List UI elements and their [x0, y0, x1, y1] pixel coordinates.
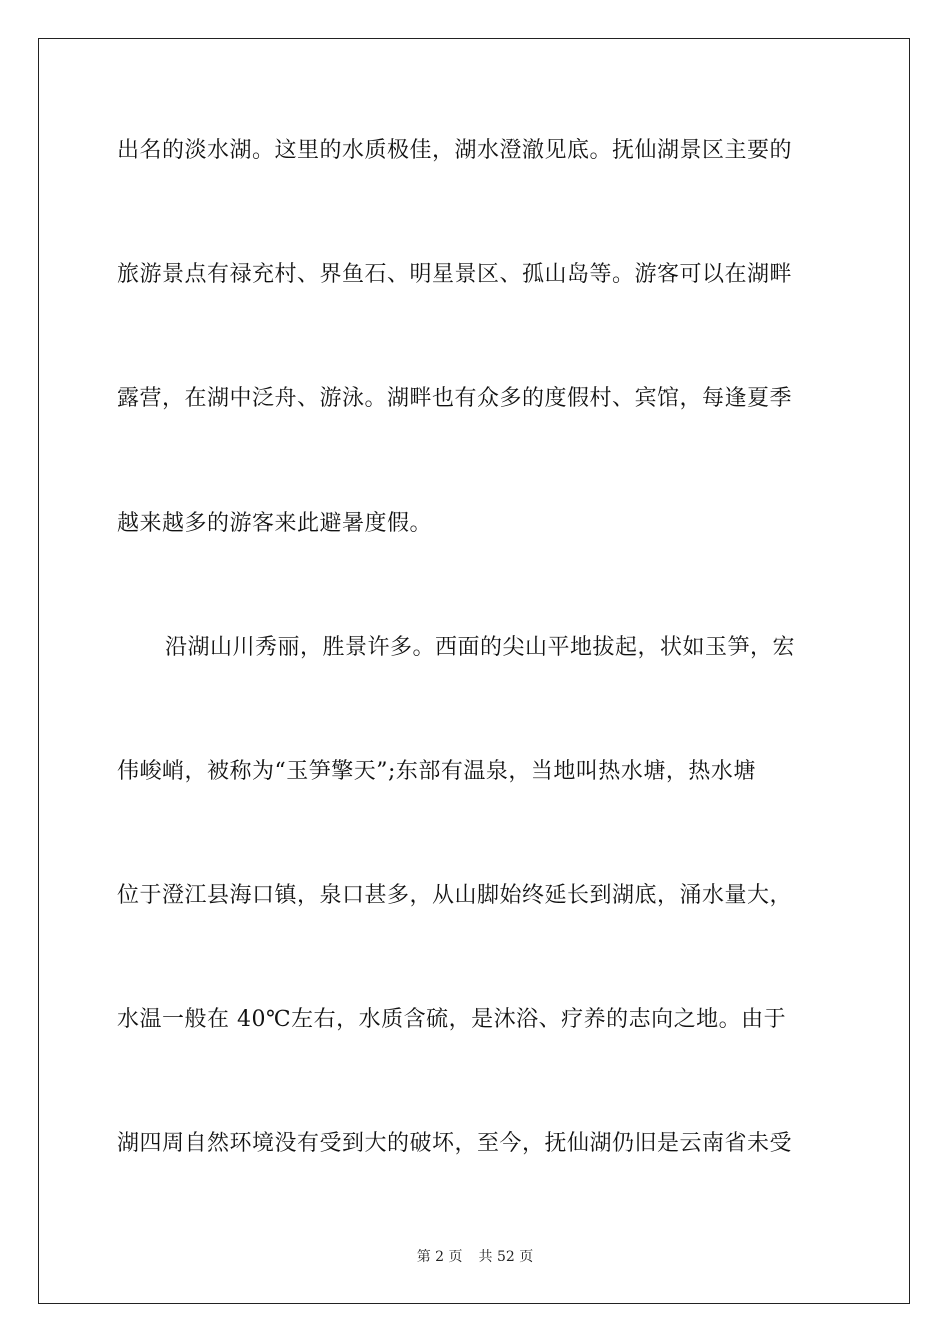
page-total: 共 52 页 [478, 1249, 534, 1265]
paragraph-first-line: 沿湖山川秀丽，胜景许多。西面的尖山平地拔起，状如玉笋，宏 [165, 635, 796, 660]
text-line: 旅游景点有禄充村、界鱼石、明星景区、孤山岛等。游客可以在湖畔 [117, 262, 793, 287]
text-line: 越来越多的游客来此避暑度假。 [117, 511, 433, 536]
page-border [38, 38, 910, 1304]
text-line: 伟峻峭，被称为“玉笋擎天”;东部有温泉，当地叫热水塘，热水塘 [117, 759, 756, 784]
text-line: 水温一般在 40℃左右，水质含硫，是沐浴、疗养的志向之地。由于 [117, 1007, 787, 1032]
text-line: 湖四周自然环境没有受到大的破坏，至今，抚仙湖仍旧是云南省未受 [117, 1131, 793, 1156]
page-footer [0, 1248, 950, 1266]
text-line: 露营，在湖中泛舟、游泳。湖畔也有众多的度假村、宾馆，每逢夏季 [117, 386, 793, 411]
text-line: 出名的淡水湖。这里的水质极佳，湖水澄澈见底。抚仙湖景区主要的 [117, 138, 793, 163]
text-line: 位于澄江县海口镇，泉口甚多，从山脚始终延长到湖底，涌水量大， [117, 883, 793, 908]
page-number: 第 2 页 [416, 1249, 463, 1265]
